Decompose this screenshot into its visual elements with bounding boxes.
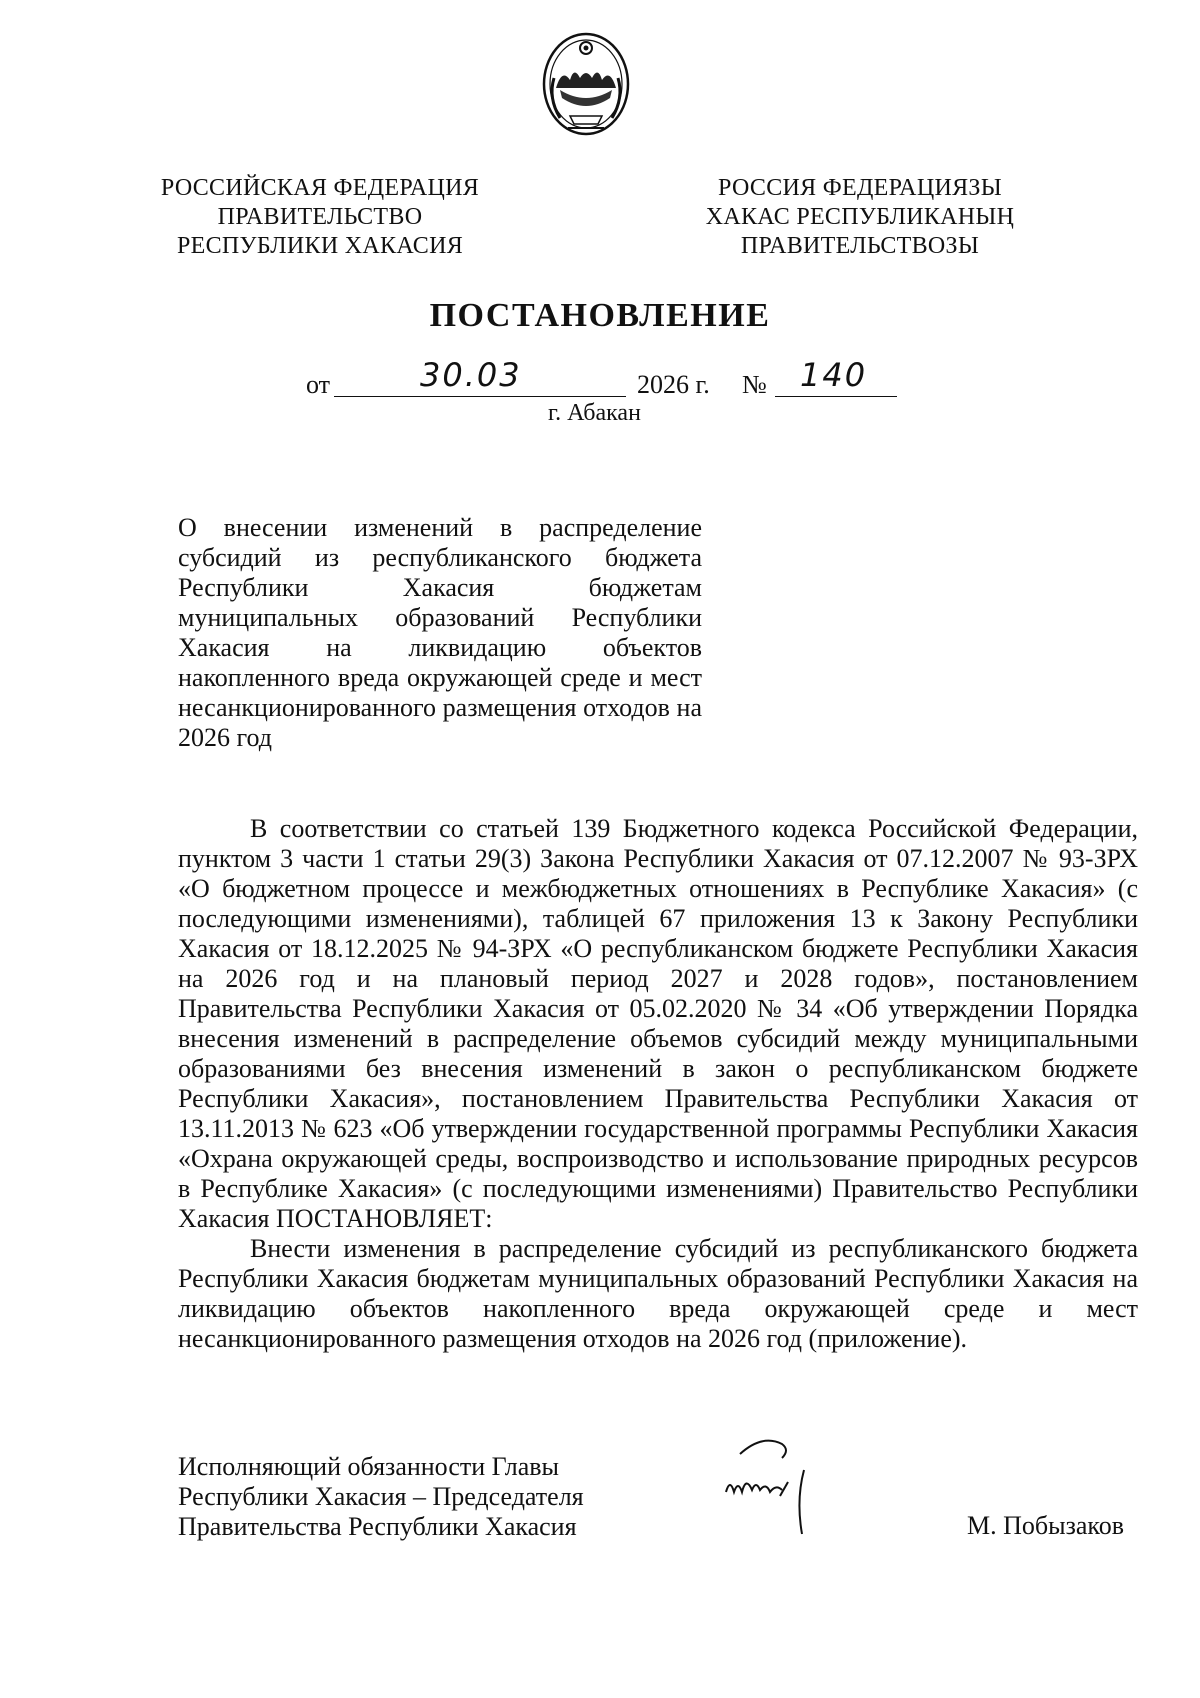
- date-number-line: [0, 356, 1200, 402]
- signatory-position-line-3: Правительства Республики Хакасия: [178, 1512, 577, 1541]
- coat-of-arms-emblem: [540, 28, 632, 138]
- city-label: г. Абакан: [548, 400, 641, 426]
- header-left: [150, 174, 490, 261]
- header-right-line-2: ХАКАС РЕСПУБЛИКАНЫҢ: [705, 204, 1015, 230]
- date-prefix: от: [306, 370, 331, 399]
- header-right-line-1: РОССИЯ ФЕДЕРАЦИЯЗЫ: [718, 175, 1002, 201]
- document-title: ПОСТАНОВЛЕНИЕ: [429, 297, 771, 334]
- number-prefix: №: [742, 370, 767, 399]
- document-body: [178, 814, 1138, 1354]
- signatory-position-line-2: Республики Хакасия – Председателя: [178, 1482, 584, 1511]
- handwritten-number: 140: [800, 356, 868, 394]
- header-right: [680, 174, 1040, 261]
- header-left-line-1: РОССИЙСКАЯ ФЕДЕРАЦИЯ: [160, 175, 480, 201]
- body-paragraph-1: В соответствии со статьей 139 Бюджетного кодекса Российской Федерации, пунктом 3 части 1 статьи 29(3) Закона Республики Хакасия от 07.12.2007 № 93-ЗРХ «О бюджетном процессе и межбюджетных отношениях в Республике Хакасия» (с последующими изменениями), таблицей 67 приложения 13 к Закону Республики Хакасия от 18.12.2025 № 94-ЗРХ «О республиканском бюджете Республики Хакасия на 2026 год и на плановый период 2027 и 2028 годов», постановлением Правительства Республики Хакасия от 05.02.2020 № 34 «Об утверждении Порядка внесения изменений в распределение объемов субсидий между муниципальными образованиями без внесения изменений в закон о республиканском бюджете Республики Хакасия», постановлением Правительства Республики Хакасия от 13.11.2013 № 623 «Об утверждении государственной программы Республики Хакасия «Охрана окружающей среды, воспроизводство и использование природных ресурсов в Республике Хакасия» (с последующими изменениями) Правительство Республики Хакасия ПОСТАНОВЛЯЕТ:: [178, 814, 1138, 1233]
- document-subject: О внесении изменений в распределение субсидий из республиканского бюджета Республики Хакасия бюджетам муниципальных образований Республики Хакасия на ликвидацию объектов накопленного вреда окружающей среде и мест несанкционированного размещения отходов на 2026 год: [178, 513, 702, 752]
- signatory-name: М. Побызаков: [967, 1511, 1124, 1540]
- handwritten-signature: [722, 1430, 832, 1540]
- signatory-position: [178, 1452, 584, 1542]
- header-right-line-3: ПРАВИТЕЛЬСТВОЗЫ: [740, 233, 980, 259]
- handwritten-date: 30.03: [420, 356, 522, 394]
- header-left-line-2: ПРАВИТЕЛЬСТВО: [217, 204, 423, 230]
- date-underline: [334, 396, 626, 397]
- body-paragraph-2: Внести изменения в распределение субсидий из республиканского бюджета Республики Хакасия бюджетам муниципальных образований Республики Хакасия на ликвидацию объектов накопленного вреда окружающей среде и мест несанкционированного размещения отходов на 2026 год (приложение).: [178, 1234, 1138, 1353]
- header-left-line-3: РЕСПУБЛИКИ ХАКАСИЯ: [176, 233, 464, 259]
- number-underline: [775, 396, 897, 397]
- signatory-position-line-1: Исполняющий обязанности Главы: [178, 1452, 559, 1481]
- year-label: 2026 г.: [637, 370, 710, 399]
